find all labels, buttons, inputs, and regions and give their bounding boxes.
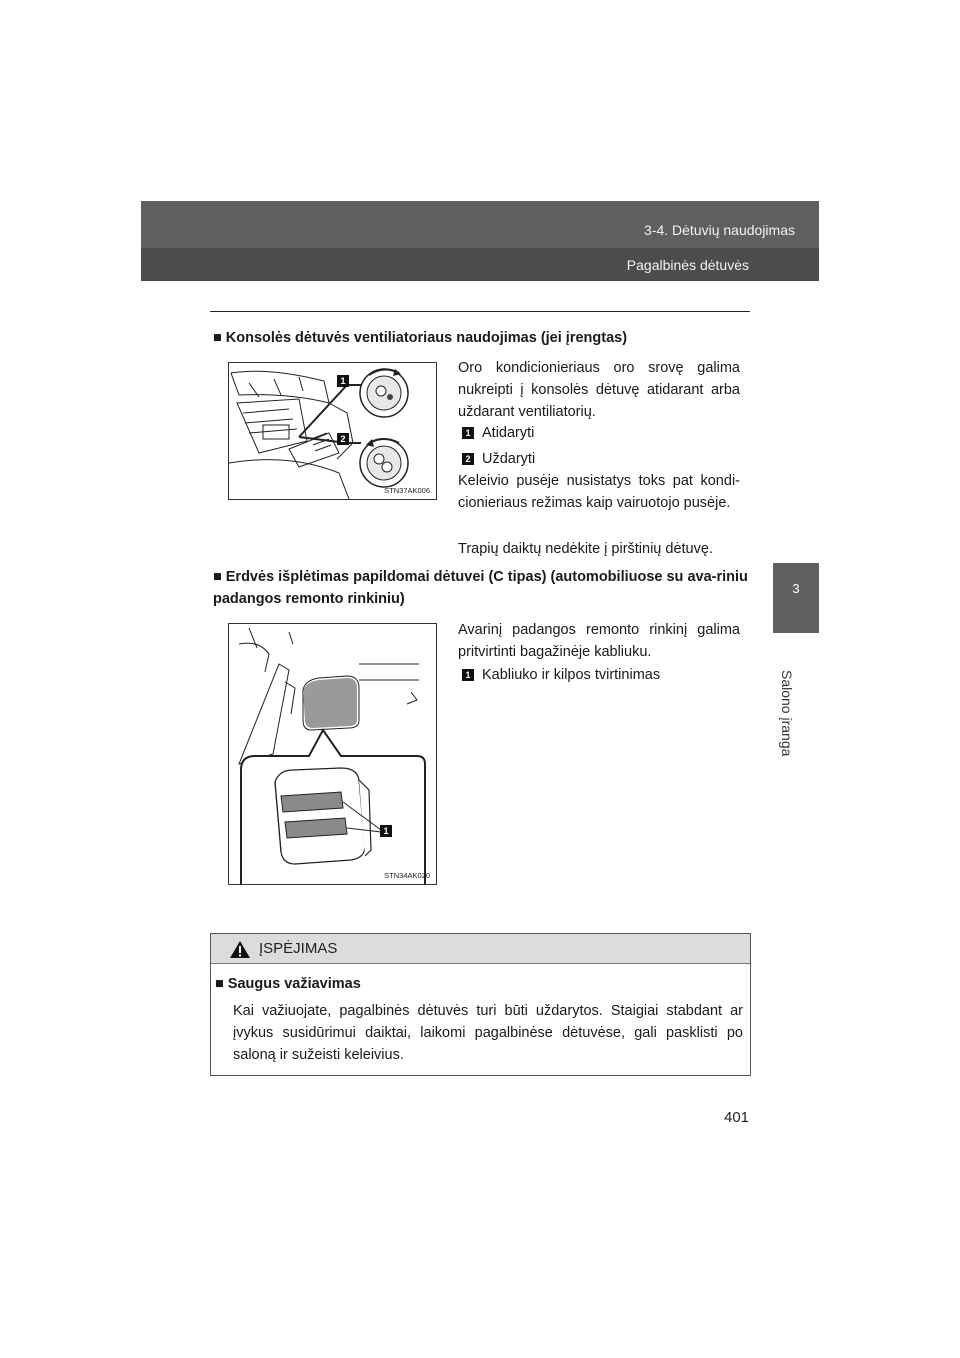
- section1-item-2: [462, 449, 535, 469]
- page-header: [141, 201, 819, 281]
- top-divider: [210, 311, 750, 312]
- item-text: Atidaryti: [482, 425, 535, 441]
- figure-code: STN37AK006: [384, 486, 430, 495]
- warning-header: [211, 934, 750, 964]
- section1-heading: [213, 327, 753, 349]
- heading-bullet: ■: [213, 330, 222, 346]
- figure-console-vent: [228, 362, 437, 500]
- warning-box: [210, 933, 751, 1076]
- chapter-number: 3: [792, 581, 800, 596]
- item-text: Uždaryti: [482, 451, 536, 467]
- section2-item-1: [462, 665, 660, 685]
- figure-badge-1: 1: [380, 825, 392, 837]
- warning-title: ĮSPĖJIMAS: [259, 940, 338, 957]
- header-subband: [141, 248, 819, 281]
- warning-subheading: [215, 976, 361, 992]
- page-number: 401: [724, 1109, 750, 1126]
- chapter-label: Salono įranga: [779, 670, 795, 757]
- section1-intro: Oro kondicionieriaus oro srovę galima nukreipti į konsolės dėtuvę atidarant arba uždarant ventiliatorių.: [458, 360, 740, 420]
- item-badge: 1: [462, 427, 474, 439]
- item-text: Kabliuko ir kilpos tvirtinimas: [482, 667, 661, 683]
- figure-badge-2: 2: [337, 433, 349, 445]
- heading-bullet: ■: [215, 976, 224, 992]
- chapter-tab: [773, 563, 819, 633]
- section2-intro: Avarinį padangos remonto rinkinį galima pritvirtinti bagažinėje kabliuku.: [458, 622, 740, 660]
- section1-note-1: Keleivio pusėje nusistatys toks pat kondi-cionieriaus režimas kaip vairuotojo pusėje.: [458, 473, 740, 511]
- item-badge: 2: [462, 453, 474, 465]
- figure-repair-kit: [228, 623, 437, 885]
- section2-heading-text: Erdvės išplėtimas papildomai dėtuvei (C tipas) (automobiliuose su ava-riniu padangos remonto rinkiniu): [213, 569, 748, 607]
- header-subsection-title: Pagalbinės dėtuvės: [626, 257, 749, 273]
- warning-icon: [229, 940, 251, 964]
- section1-heading-text: Konsolės dėtuvės ventiliatoriaus naudojimas (jei įrengtas): [225, 330, 628, 346]
- heading-bullet: ■: [213, 569, 222, 585]
- header-section-title: 3-4. Dėtuvių naudojimas: [644, 222, 795, 238]
- section1-item-1: [462, 423, 534, 443]
- chapter-label-container: [779, 670, 807, 757]
- warning-text: Kai važiuojate, pagalbinės dėtuvės turi būti uždarytos. Staigiai stabdant ar įvykus susidūrimui daiktai, laikomi pagalbinėse dėtuvėse, gali pasklisti po saloną ir sužeisti keleivius.: [233, 1003, 743, 1063]
- figure-code: STN34AK020: [384, 871, 430, 880]
- section2-heading: [213, 566, 753, 610]
- item-badge: 1: [462, 669, 474, 681]
- section1-note-2: Trapių daiktų nedėkite į pirštinių dėtuvę.: [458, 541, 713, 557]
- warning-subheading-text: Saugus važiavimas: [227, 976, 361, 992]
- figure-badge-1: 1: [337, 375, 349, 387]
